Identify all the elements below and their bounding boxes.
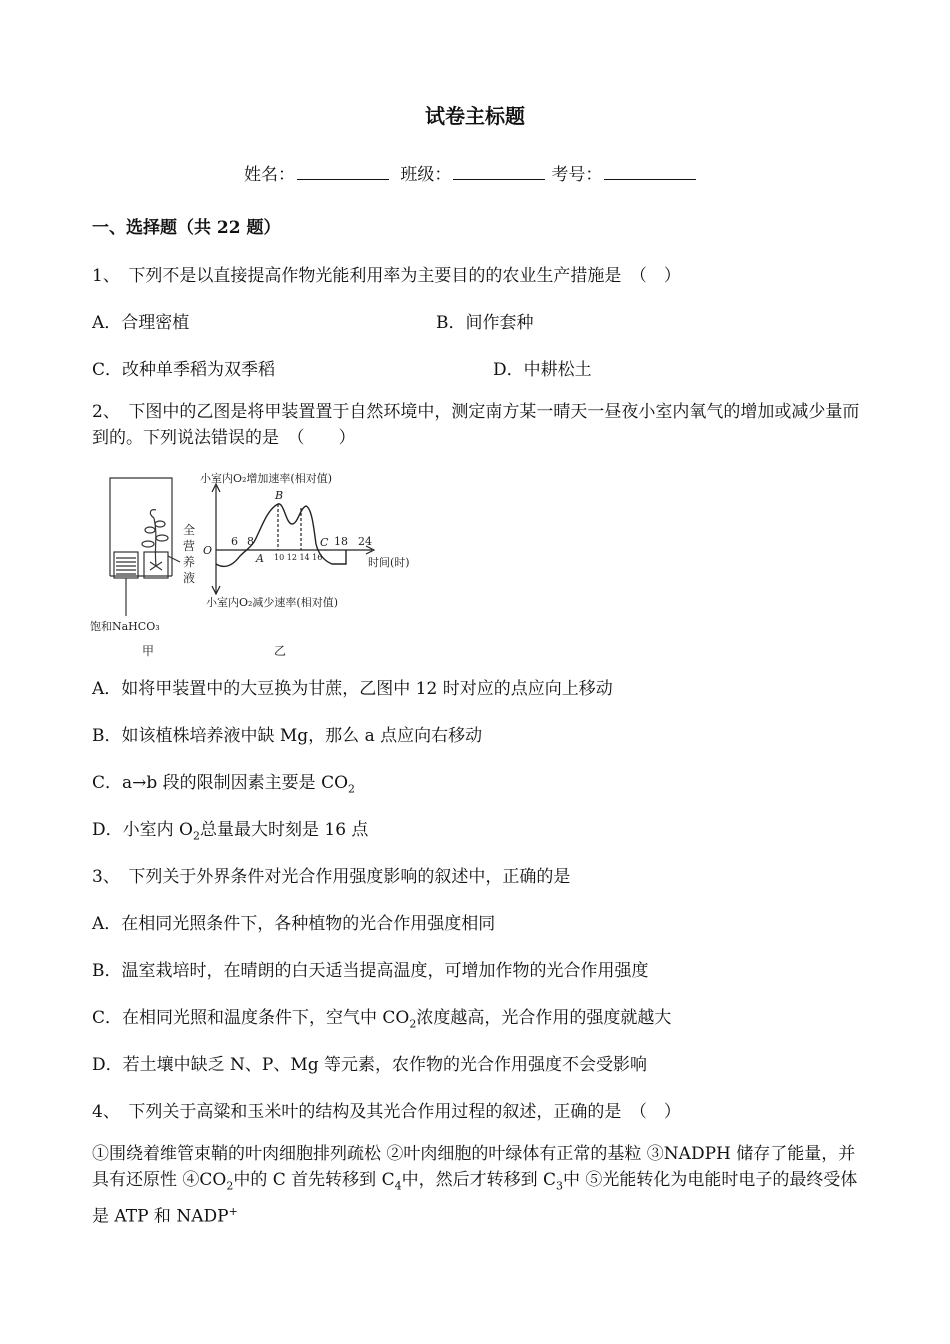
q3-option-b: B．温室栽培时，在晴朗的白天适当提高温度，可增加作物的光合作用强度 — [92, 961, 649, 981]
caption-jia: 甲 — [142, 644, 155, 658]
caption-yi: 乙 — [274, 644, 287, 658]
exam-no-label: 考号： — [551, 165, 603, 185]
q3-option-c: C．在相同光照和温度条件下，空气中 $CO_2$浓度越高，光合作用的强度就越大 — [92, 1008, 672, 1031]
solution-label-3: 养 — [183, 555, 196, 569]
q1-stem: 1、 下列不是以直接提高作物光能利用率为主要目的的农业生产措施是 （ ） — [92, 266, 681, 286]
q3-option-a: A．在相同光照条件下，各种植物的光合作用强度相同 — [92, 914, 496, 934]
q2-option-c: C．a→b 段的限制因素主要是 $CO_2$ — [92, 773, 356, 796]
y-down-label: 小室内O₂减少速率(相对值) — [206, 596, 339, 609]
point-a: A — [256, 552, 264, 565]
apparatus-jia — [110, 478, 180, 616]
q2-option-d: D．小室内 $O_2$总量最大时刻是 16 点 — [92, 820, 369, 843]
q2-stem: 2、 下图中的乙图是将甲装置置于自然环境中，测定南方某一晴天一昼夜小室内氧气的增加或减少量而到的。下列说法错误的是 （ ） — [92, 402, 860, 448]
q1-option-d: D．中耕松土 — [493, 360, 592, 380]
solution-label-1: 全 — [183, 523, 196, 537]
q4-statements: ①围绕着维管束鞘的叶肉细胞排列疏松 ②叶肉细胞的叶绿体有正常的基粒 ③NADPH 储存了能量，并具有还原性 $④CO_2$中的 C 首先转移到 $C_4$中，然后才转移到 $C_3$中 ⑤光能转化为电能时电子的最终受体是 ATP 和 NADP+ — [92, 1144, 858, 1228]
tick-8: 8 — [247, 535, 254, 548]
solution-label-4: 液 — [183, 571, 196, 585]
point-b: B — [275, 489, 284, 502]
name-blank[interactable] — [297, 163, 389, 180]
solution-label-2: 营 — [183, 539, 196, 553]
q2-option-a: A．如将甲装置中的大豆换为甘蔗，乙图中 12 时对应的点应向上移动 — [92, 679, 613, 699]
page-title: 试卷主标题 — [425, 104, 525, 128]
origin-label: O — [203, 544, 213, 557]
point-c: C — [320, 536, 329, 549]
section-title: 一、选择题（共 22 题） — [92, 218, 281, 238]
y-up-label: 小室内O₂增加速率(相对值) — [200, 472, 333, 485]
q3-stem: 3、 下列关于外界条件对光合作用强度影响的叙述中，正确的是 — [92, 867, 571, 887]
x-axis-label: 时间(时) — [368, 556, 410, 569]
q2-option-b: B．如该植株培养液中缺 Mg，那么 a 点应向右移动 — [92, 726, 483, 746]
q2-figure — [88, 466, 410, 666]
q1-option-b: B．间作套种 — [436, 313, 534, 333]
nahco3-label: 饱和NaHCO₃ — [90, 620, 160, 633]
tick-10-16: 10 12 14 16 — [274, 553, 323, 562]
name-label: 姓名： — [244, 165, 295, 185]
q1-option-a: A．合理密植 — [92, 313, 190, 333]
q1-option-c: C．改种单季稻为双季稻 — [92, 360, 276, 380]
tick-6: 6 — [231, 535, 238, 548]
class-blank[interactable] — [453, 163, 545, 180]
class-label: 班级： — [400, 165, 452, 185]
q3-option-d: D．若土壤中缺乏 N、P、Mg 等元素，农作物的光合作用强度不会受影响 — [92, 1055, 648, 1075]
tick-24: 24 — [358, 535, 372, 548]
tick-18: 18 — [334, 535, 348, 548]
q4-stem: 4、 下列关于高粱和玉米叶的结构及其光合作用过程的叙述，正确的是 （ ） — [92, 1102, 681, 1122]
student-info-line — [244, 160, 702, 185]
exam-no-blank[interactable] — [604, 163, 696, 180]
